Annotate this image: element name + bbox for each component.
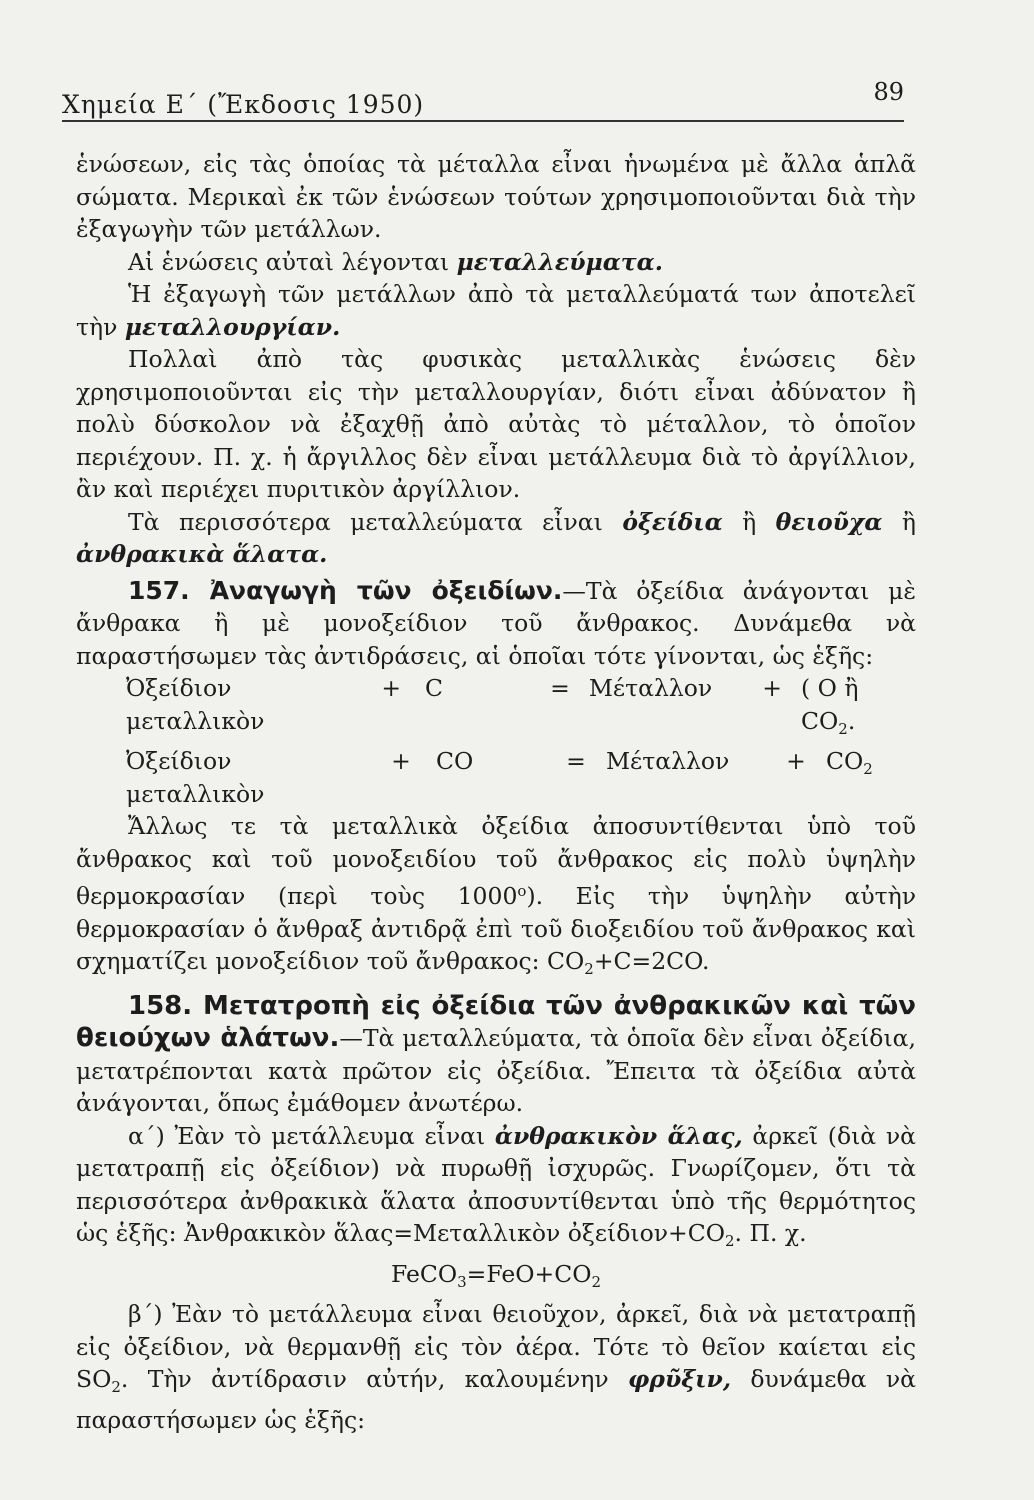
text: ἀρκεῖ (διὰ νὰ μετατραπῇ εἰς ὀξείδιον) νὰ πυρωθῇ ἰσχυρῶς. Γνωρίζομεν, ὅτι τὰ περισσότερα ἀνθρακικὰ ἅλατα ἀποσυντίθενται ὑπὸ τῆς θερμότητος ὡς ἑξῆς: Ἀνθρακικὸν ἅλας=Μεταλλικὸν ὀξείδιον+CO <box>76 1121 916 1247</box>
page-number: 89 <box>873 78 904 106</box>
subscript: 2 <box>584 960 594 978</box>
eq2-product: Μέταλλον <box>606 747 730 775</box>
text-or: ἢ <box>882 507 916 536</box>
text: Τὰ περισσότερα μεταλλεύματα εἶναι <box>128 507 623 536</box>
eq1-period: . <box>847 706 856 735</box>
eq2-byproduct <box>826 745 873 786</box>
eq2-byproduct-text: CO <box>826 747 864 775</box>
text: ). Εἰς τὴν ὑψηλὴν αὐτὴν θερμοκρασίαν ὁ ἄνθραξ ἀντιδρᾷ ἐπὶ τοῦ διοξειδίου τοῦ ἄνθρακος καὶ σχηματίζει μονοξείδιον τοῦ ἄνθρακος: CO <box>76 882 916 975</box>
section-157-heading: 157. Ἀναγωγὴ τῶν ὀξειδίων. <box>128 575 563 605</box>
subscript: 3 <box>457 1272 467 1291</box>
text: Ἄλλως τε τὰ μεταλλικὰ ὀξείδια ἀποσυντίθενται ὑπὸ τοῦ ἄνθρακος καὶ τοῦ μονοξειδίου τοῦ ἄνθρακος εἰς πολὺ ὑψηλὴν θερμοκρασίαν (περὶ τοὺς 1000 <box>76 812 916 910</box>
equation-1 <box>76 672 916 745</box>
eq2-reactant: Ὀξείδιον μεταλλικὸν <box>126 747 265 808</box>
subscript: 2 <box>724 1232 735 1250</box>
paragraph-definition-metallurgy <box>76 278 916 343</box>
eq1-reagent: C <box>424 674 443 702</box>
section-158-heading: 158. Μετατροπὴ εἰς ὀξείδια τῶν ἀνθρακικῶν καὶ τῶν θειούχων ἁλάτων. <box>76 990 916 1053</box>
section-157 <box>76 575 916 673</box>
eq1-byproduct-text: ( O ἢ CO <box>801 674 859 735</box>
term-oxides: ὀξείδια <box>622 507 723 536</box>
term-metallurgy: μεταλλουργίαν. <box>124 312 341 341</box>
eq2-plus: + <box>786 747 806 775</box>
eq1-plus: + <box>381 674 402 702</box>
paragraph-clay: Πολλαὶ ἀπὸ τὰς φυσικὰς μεταλλικὰς ἑνώσεις δὲν χρησιμοποιοῦνται εἰς τὴν μεταλλουργίαν, διότι εἶναι ἀδύνατον ἢ πολὺ δύσκολον νὰ ἐξαχθῇ ἀπὸ αὐτὰς τὸ μέταλλον, τὸ ὁποῖον περιέχουν. Π. χ. ἡ ἄργιλλος δὲν εἶναι μετάλλευμα διὰ τὸ ἀργίλλιον, ἂν καὶ περιέχει πυριτικὸν ἀργίλλιον. <box>76 345 916 503</box>
formula-text: FeCO <box>390 1259 458 1288</box>
subscript: 2 <box>111 1378 121 1396</box>
text: . Τὴν ἀντίδρασιν αὐτήν, καλουμένην <box>120 1365 629 1393</box>
text: Αἱ ἑνώσεις αὐταὶ λέγονται <box>128 247 457 276</box>
text: +C=2CO. <box>593 947 710 975</box>
term-carbonate-salt: ἀνθρακικὸν ἅλας, <box>494 1121 743 1150</box>
eq2-equals: = <box>566 747 586 775</box>
section-158 <box>76 990 916 1120</box>
formula-text: =FeO+CO <box>466 1259 592 1288</box>
running-head: Χημεία Ε΄ (Ἔκδοσις 1950) <box>62 90 425 119</box>
paragraph-carbonates <box>76 1120 916 1258</box>
eq2-reagent: CO <box>436 747 474 775</box>
equation-2 <box>76 745 916 810</box>
text: Ἡ ἐξαγωγὴ τῶν μετάλλων ἀπὸ τὰ μεταλλεύματά των ἀποτελεῖ τὴν <box>76 280 916 341</box>
term-carbonates: ἀνθρακικὰ ἅλατα. <box>76 540 328 568</box>
text: α΄) Ἐὰν τὸ μετάλλευμα εἶναι <box>128 1121 495 1150</box>
eq1-byproduct <box>801 672 916 745</box>
paragraph-decomposition <box>76 810 916 986</box>
paragraph-sulfides <box>76 1298 916 1436</box>
text: . Π. χ. <box>734 1219 807 1247</box>
page-body <box>76 148 916 1436</box>
text-or: ἢ <box>722 507 776 536</box>
eq2-plus: + <box>391 747 411 775</box>
eq1-reactant: Ὀξείδιον μεταλλικὸν <box>126 674 265 735</box>
page-header <box>62 70 904 122</box>
paragraph-definition-ores <box>76 246 916 279</box>
eq1-subscript: 2 <box>838 719 848 738</box>
eq1-equals: = <box>550 674 570 702</box>
text: β΄) Ἐὰν τὸ μετάλλευμα εἶναι θειοῦχον, ἀρκεῖ, διὰ νὰ μετατραπῇ εἰς ὀξείδιον, νὰ θερμανθῇ εἰς τὸν ἀέρα. Τότε τὸ θεῖον καίεται εἰς SO <box>76 1300 916 1393</box>
eq1-product: Μέταλλον <box>588 674 713 702</box>
paragraph-ore-types <box>76 506 916 571</box>
eq1-plus: + <box>762 674 782 702</box>
section-157-text: —Τὰ ὀξείδια ἀνάγονται μὲ ἄνθρακα ἢ μὲ μονοξείδιον τοῦ ἄνθρακος. Δυνάμεθα νὰ παραστήσωμεν τὰς ἀντιδράσεις, αἱ ὁποῖαι τότε γίνονται, ὡς ἑξῆς: <box>76 576 916 670</box>
subscript: 2 <box>591 1272 602 1291</box>
term-roasting: φρῦξιν, <box>628 1365 732 1393</box>
paragraph-continuation: ἑνώσεων, εἰς τὰς ὁποίας τὰ μέταλλα εἶναι ἡνωμένα μὲ ἄλλα ἁπλᾶ σώματα. Μερικαὶ ἐκ τῶν ἑνώσεων τούτων χρησιμοποιοῦνται διὰ τὴν ἐξαγωγὴν τῶν μετάλλων. <box>76 150 916 243</box>
term-sulfides: θειοῦχα <box>775 507 883 536</box>
text: δυνάμεθα νὰ παραστήσωμεν ὡς ἑξῆς: <box>76 1365 916 1434</box>
section-158-text: —Τὰ μεταλλεύματα, τὰ ὁποῖα δὲν εἶναι ὀξείδια, μετατρέπονται κατὰ πρῶτον εἰς ὀξείδια. Ἔπειτα τὰ ὀξείδια αὐτὰ ἀνάγονται, ὅπως ἐμάθομεν ἀνωτέρω. <box>76 1024 916 1117</box>
eq2-subscript: 2 <box>863 760 873 778</box>
formula-feco3 <box>76 1258 916 1299</box>
term-ores: μεταλλεύματα. <box>456 247 663 276</box>
degree-superscript: ο <box>517 882 527 900</box>
